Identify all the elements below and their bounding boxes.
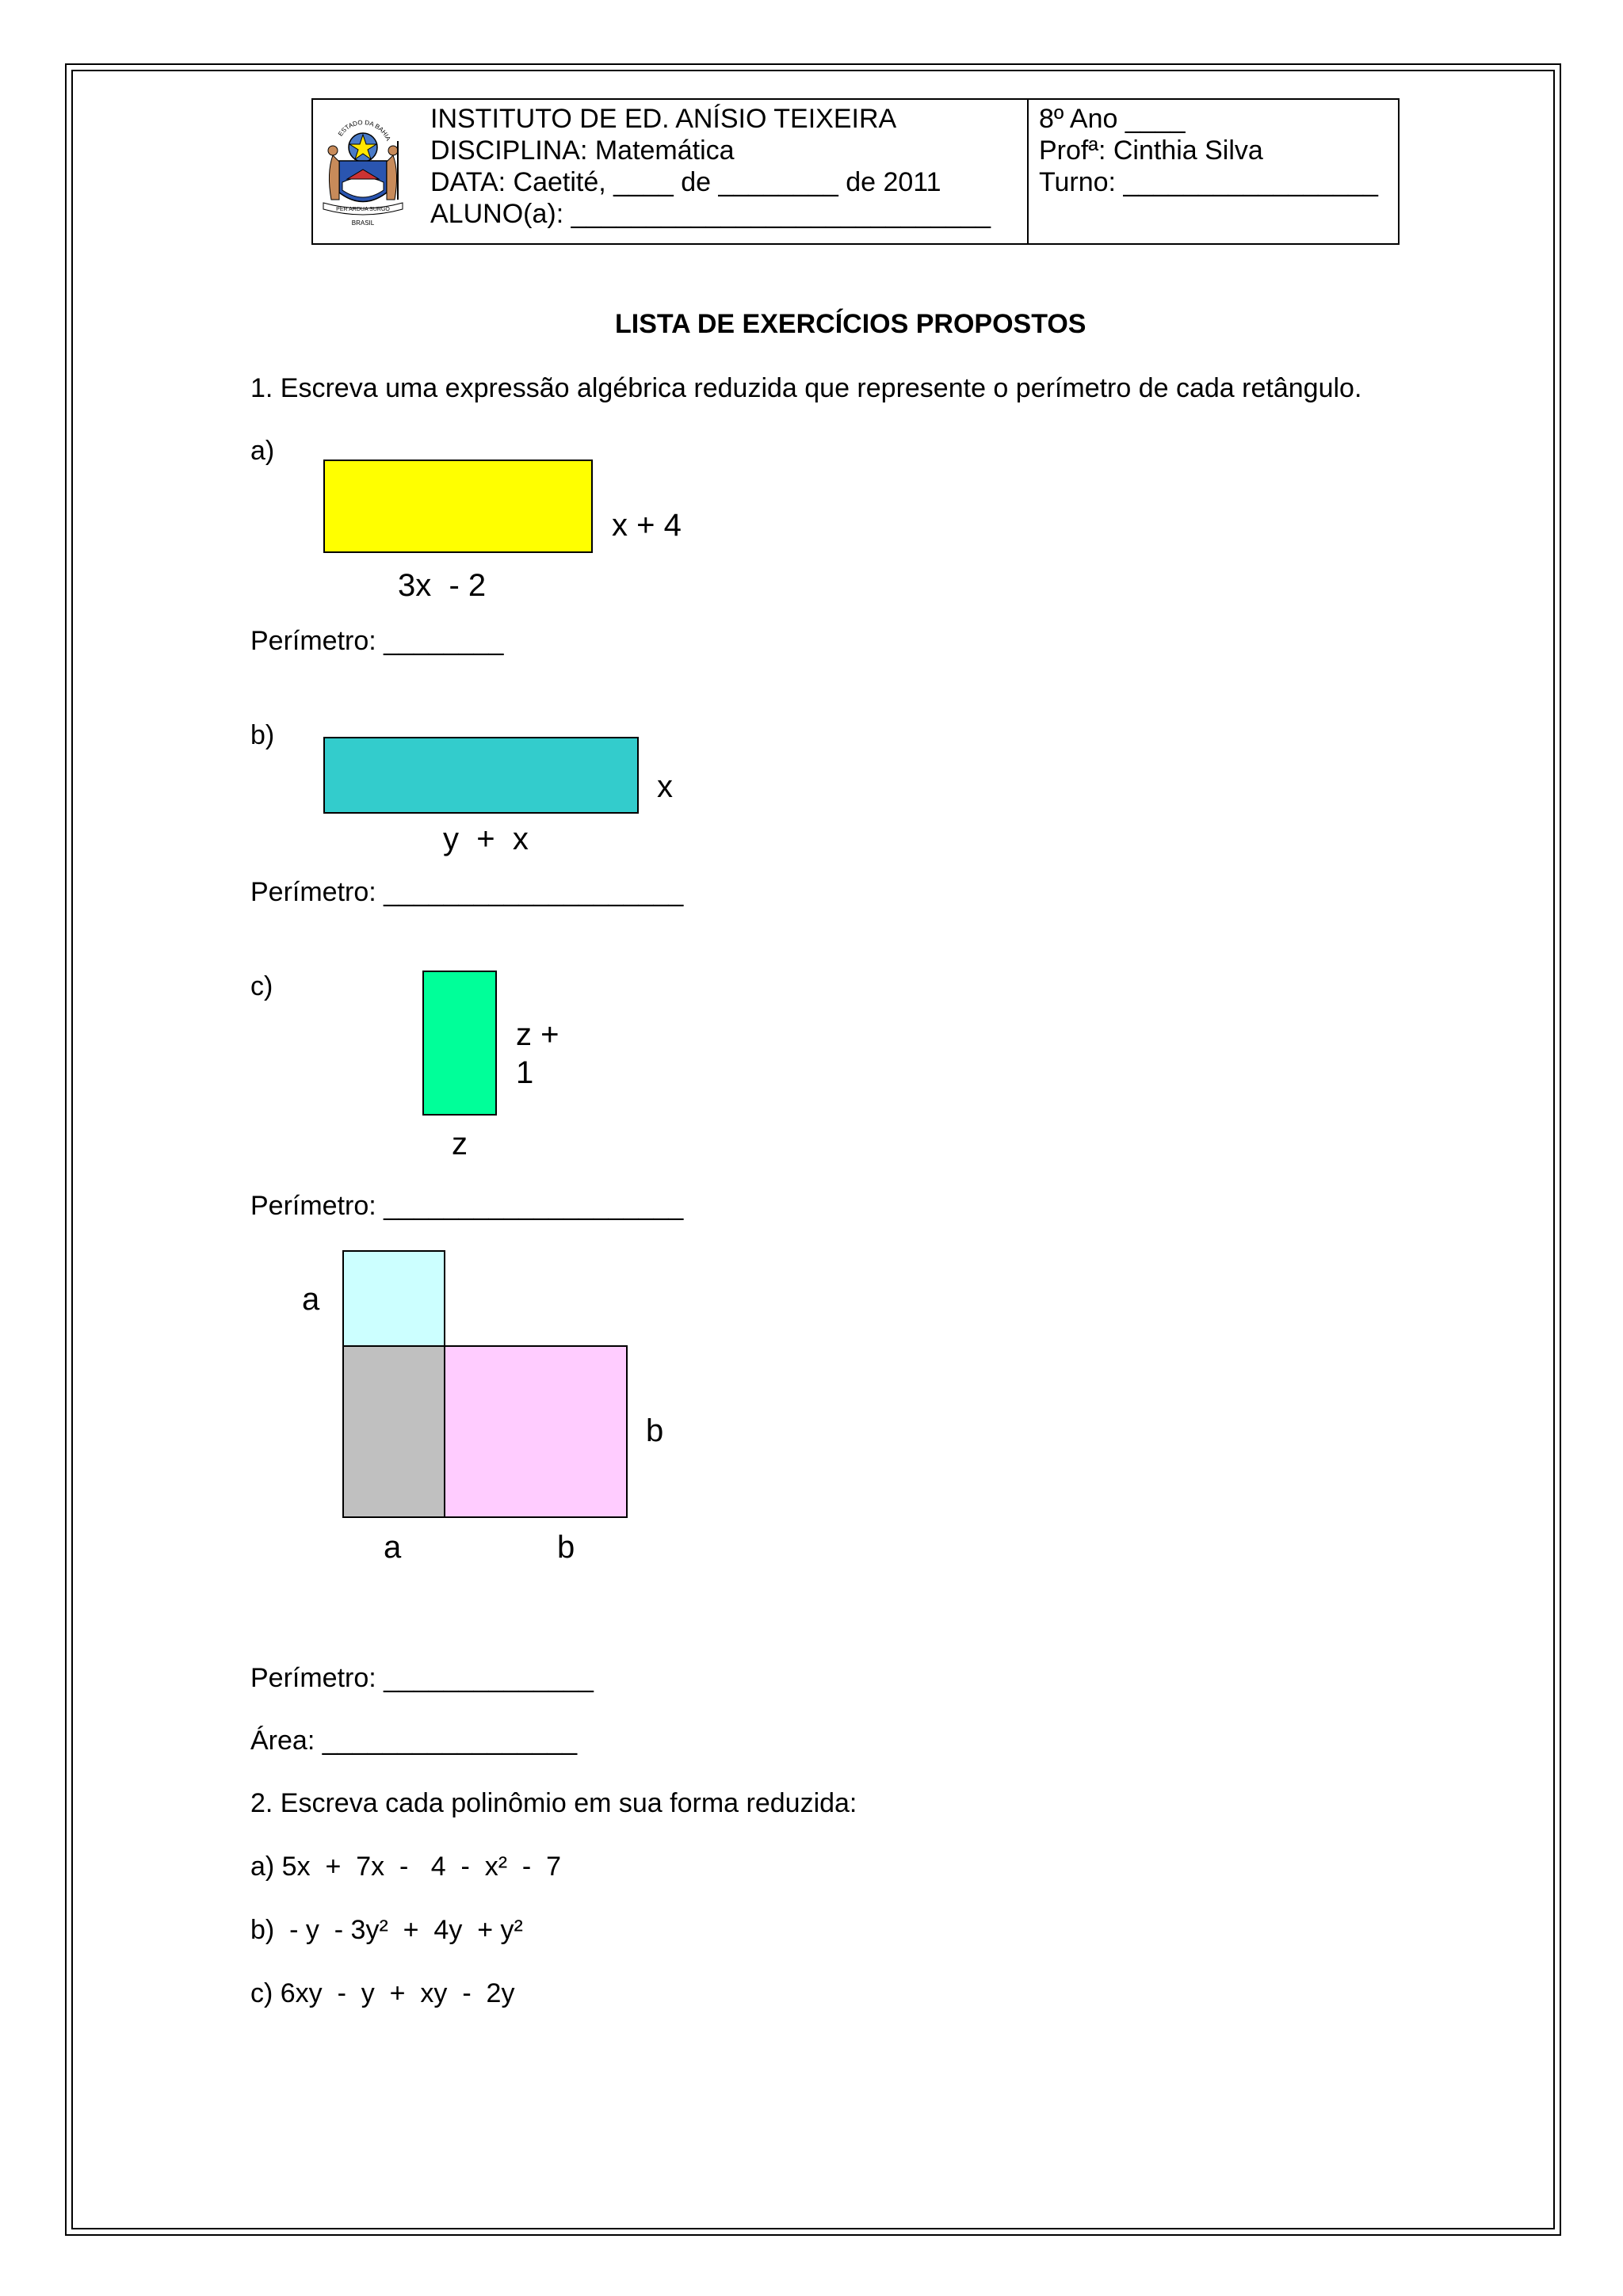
rectangle-a-side-label: x + 4 — [612, 508, 682, 543]
question-2-item-a: a) 5x + 7x - 4 - x² - 7 — [250, 1852, 562, 1882]
page-title: LISTA DE EXERCÍCIOS PROPOSTOS — [615, 309, 1086, 339]
item-b-label: b) — [250, 720, 275, 750]
rectangle-a — [323, 460, 593, 553]
header-divider — [1027, 100, 1029, 243]
svg-text:BRASIL: BRASIL — [351, 219, 375, 227]
rectangle-b-base-label: y + x — [443, 822, 529, 856]
composite-bottom-b-label: b — [557, 1530, 575, 1565]
student-line: ALUNO(a): ____________________________ — [430, 199, 991, 229]
question-2-item-c: c) 6xy - y + xy - 2y — [250, 1978, 515, 2008]
composite-top-side-label: a — [302, 1282, 320, 1317]
square-a-top — [342, 1250, 445, 1347]
rectangle-gray — [342, 1345, 445, 1518]
rectangle-c-side-label-line2: 1 — [516, 1055, 534, 1090]
item-a-label: a) — [250, 436, 275, 466]
rectangle-c-base-label: z — [452, 1127, 468, 1161]
item-d-area: Área: _________________ — [250, 1726, 578, 1756]
composite-bottom-a-label: a — [384, 1530, 402, 1565]
header-table — [311, 98, 1400, 245]
bahia-seal-icon — [315, 117, 411, 228]
rectangle-a-base-label: 3x - 2 — [398, 568, 487, 603]
header-right-cell — [1039, 103, 1378, 198]
item-d-perimeter: Perímetro: ______________ — [250, 1663, 594, 1693]
question-2-item-b: b) - y - 3y² + 4y + y² — [250, 1915, 523, 1945]
rectangle-b-side-label: x — [657, 769, 673, 804]
question-2-prompt: 2. Escreva cada polinômio em sua forma reduzida: — [250, 1788, 857, 1818]
rectangle-pink — [444, 1345, 628, 1518]
rectangle-c — [422, 971, 497, 1116]
svg-text:ESTADO DA BAHIA: ESTADO DA BAHIA — [336, 119, 392, 143]
date-line: DATA: Caetité, ____ de ________ de 2011 — [430, 167, 941, 197]
item-c-perimeter: Perímetro: ____________________ — [250, 1191, 684, 1221]
composite-right-side-label: b — [646, 1413, 664, 1448]
institute-name: INSTITUTO DE ED. ANÍSIO TEIXEIRA — [430, 104, 897, 134]
rectangle-b — [323, 737, 639, 814]
shift-line: Turno: _________________ — [1039, 167, 1378, 197]
item-a-perimeter: Perímetro: ________ — [250, 626, 504, 656]
svg-text:PER ARDUA SURGO: PER ARDUA SURGO — [336, 207, 390, 212]
teacher-line: Profª: Cinthia Silva — [1039, 135, 1263, 166]
question-1-prompt: 1. Escreva uma expressão algébrica reduzida que represente o perímetro de cada retângulo. — [250, 373, 1362, 403]
header-left-cell — [430, 103, 991, 230]
discipline: DISCIPLINA: Matemática — [430, 135, 735, 166]
grade-line: 8º Ano ____ — [1039, 104, 1186, 134]
item-b-perimeter: Perímetro: ____________________ — [250, 877, 684, 907]
rectangle-c-side-label-line1: z + — [516, 1017, 559, 1052]
item-c-label: c) — [250, 971, 273, 1001]
